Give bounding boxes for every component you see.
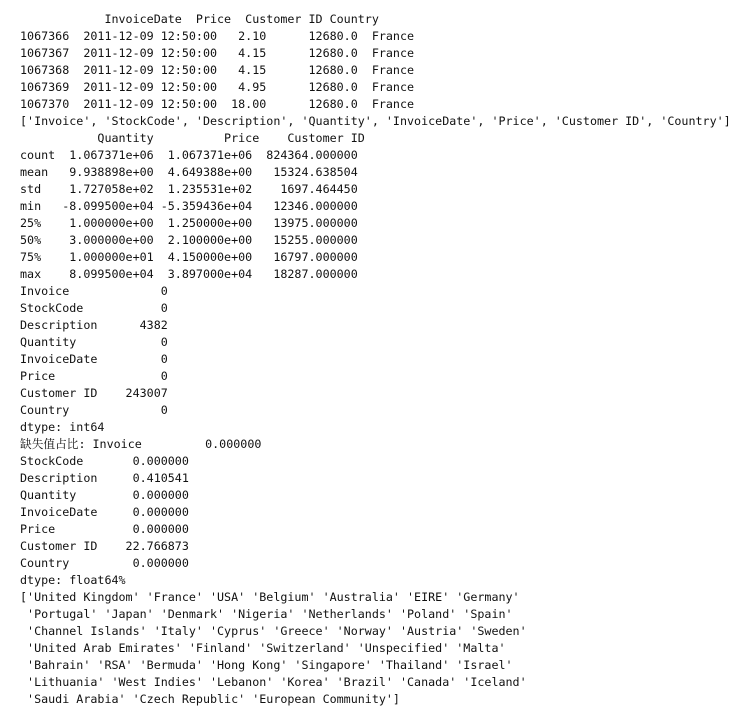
country-array-line: 'Bahrain' 'RSA' 'Bermuda' 'Hong Kong' 'Singapore' 'Thailand' 'Israel' (20, 658, 513, 672)
missing-ratio-row: StockCode 0.000000 (20, 454, 189, 468)
describe-row: count 1.067371e+06 1.067371e+06 824364.000000 (20, 148, 358, 162)
head-row: 1067366 2011-12-09 12:50:00 2.10 12680.0 France (20, 29, 415, 43)
describe-row: std 1.727058e+02 1.235531e+02 1697.464450 (20, 182, 358, 196)
dtype-line: dtype: float64% (20, 573, 126, 587)
null-count-row: Country 0 (20, 403, 168, 417)
country-array-line: 'Portugal' 'Japan' 'Denmark' 'Nigeria' 'Netherlands' 'Poland' 'Spain' (20, 607, 513, 621)
country-array-line: 'United Arab Emirates' 'Finland' 'Switzerland' 'Unspecified' 'Malta' (20, 641, 506, 655)
missing-ratio-row: Country 0.000000 (20, 556, 189, 570)
missing-ratio-row: Price 0.000000 (20, 522, 189, 536)
dtype-line: dtype: int64 (20, 420, 105, 434)
describe-row: 75% 1.000000e+01 4.150000e+00 16797.000000 (20, 250, 358, 264)
columns-list: ['Invoice', 'StockCode', 'Description', 'Quantity', 'InvoiceDate', 'Price', 'Customer ID', 'Country'] (20, 114, 731, 128)
country-array-line: 'Lithuania' 'West Indies' 'Lebanon' 'Korea' 'Brazil' 'Canada' 'Iceland' (20, 675, 527, 689)
country-array-line: ['United Kingdom' 'France' 'USA' 'Belgium' 'Australia' 'EIRE' 'Germany' (20, 590, 520, 604)
missing-ratio-row: InvoiceDate 0.000000 (20, 505, 189, 519)
describe-row: mean 9.938898e+00 4.649388e+00 15324.638504 (20, 165, 358, 179)
describe-row: 50% 3.000000e+00 2.100000e+00 15255.000000 (20, 233, 358, 247)
null-count-row: Invoice 0 (20, 284, 168, 298)
describe-row: max 8.099500e+04 3.897000e+04 18287.000000 (20, 267, 358, 281)
head-row: 1067369 2011-12-09 12:50:00 4.95 12680.0 France (20, 80, 415, 94)
describe-header-row: Quantity Price Customer ID (20, 131, 365, 145)
head-row: 1067367 2011-12-09 12:50:00 4.15 12680.0 France (20, 46, 415, 60)
null-count-row: InvoiceDate 0 (20, 352, 168, 366)
country-array-line: 'Saudi Arabia' 'Czech Republic' 'European Community'] (20, 692, 400, 706)
head-header-row: InvoiceDate Price Customer ID Country (20, 12, 379, 26)
missing-ratio-row: 缺失值占比: Invoice 0.000000 (20, 437, 262, 451)
missing-ratio-row: Description 0.410541 (20, 471, 189, 485)
country-array-line: 'Channel Islands' 'Italy' 'Cyprus' 'Greece' 'Norway' 'Austria' 'Sweden' (20, 624, 527, 638)
null-count-row: Description 4382 (20, 318, 168, 332)
describe-row: 25% 1.000000e+00 1.250000e+00 13975.000000 (20, 216, 358, 230)
null-count-row: Customer ID 243007 (20, 386, 168, 400)
describe-row: min -8.099500e+04 -5.359436e+04 12346.000000 (20, 199, 358, 213)
head-row: 1067370 2011-12-09 12:50:00 18.00 12680.0 France (20, 97, 415, 111)
null-count-row: Price 0 (20, 369, 168, 383)
missing-ratio-row: Quantity 0.000000 (20, 488, 189, 502)
null-count-row: Quantity 0 (20, 335, 168, 349)
head-row: 1067368 2011-12-09 12:50:00 4.15 12680.0 France (20, 63, 415, 77)
null-count-row: StockCode 0 (20, 301, 168, 315)
missing-ratio-row: Customer ID 22.766873 (20, 539, 189, 553)
